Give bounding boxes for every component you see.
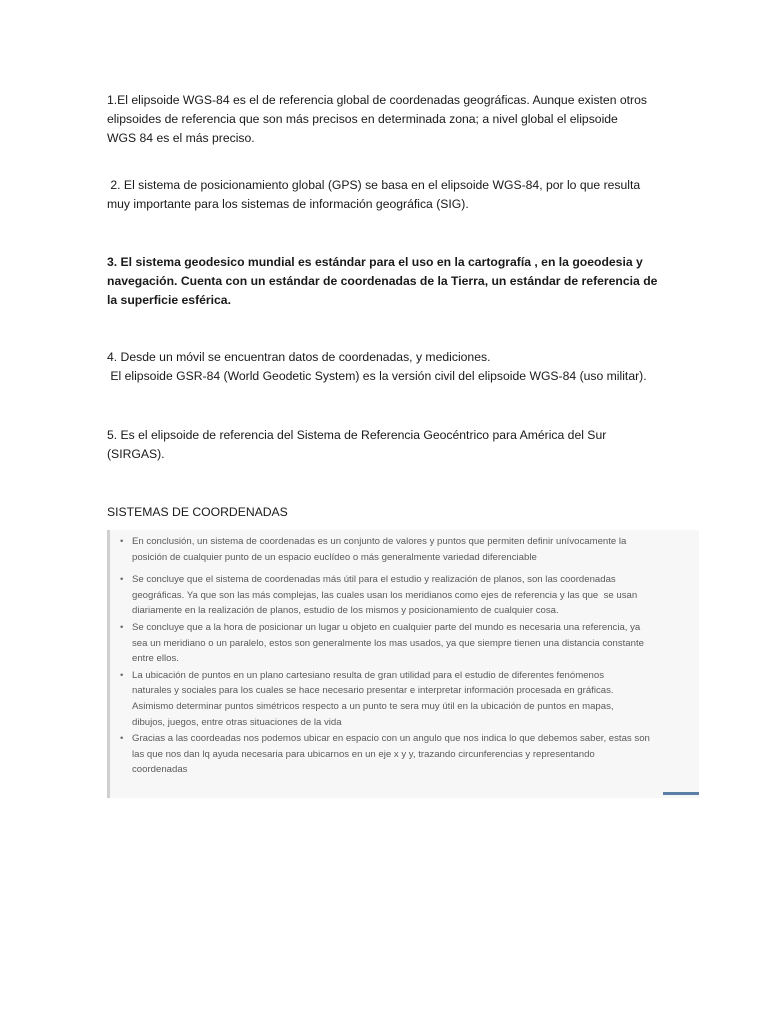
- list-item: [118, 668, 693, 730]
- accent-bar: [663, 792, 699, 795]
- list-item: [118, 572, 693, 619]
- paragraph-3: [107, 253, 667, 310]
- bullet-icon: •: [120, 621, 124, 633]
- list-item-line: sea un meridiano o un paralelo, estos son generalmente los mas usados, ya que siempre tienen una distancia constante: [132, 637, 644, 649]
- list-item-line: diariamente en la realización de planos, estudio de los mismos y posicionamiento de cualquier cosa.: [132, 605, 559, 617]
- paragraph-5-line-1: 5. Es el elipsoide de referencia del Sistema de Referencia Geocéntrico para América del Sur: [107, 428, 607, 442]
- list-item-line: Gracias a las coordeadas nos podemos ubicar en espacio con un angulo que nos indica lo que debemos saber, estas son: [132, 733, 650, 745]
- list-item: [118, 731, 693, 778]
- paragraph-5: [107, 426, 667, 464]
- list-item-line: Asimismo determinar puntos simétricos respecto a un punto te sera muy útil en la ubicación de puntos en mapas,: [132, 700, 614, 712]
- list-item-line: dibujos, juegos, entre otras situaciones de la vida: [132, 716, 342, 728]
- list-item-line: La ubicación de puntos en un plano cartesiano resulta de gran utilidad para el estudio de diferentes fenómenos: [132, 669, 605, 681]
- paragraph-2: [107, 176, 667, 214]
- embedded-screenshot: [107, 530, 699, 798]
- list-item-line: Se concluye que a la hora de posicionar un lugar u objeto en cualquier parte del mundo es necesaria una referencia, ya: [132, 621, 641, 633]
- paragraph-3-line-1: 3. El sistema geodesico mundial es estándar para el uso en la cartografía , en la goeodesia y: [107, 255, 643, 269]
- list-item-line: En conclusión, un sistema de coordenadas es un conjunto de valores y puntos que permiten definir unívocamente la: [132, 536, 627, 547]
- paragraph-4-line-2: El elipsoide GSR-84 (World Geodetic System) es la versión civil del elipsoide WGS-84 (uso militar).: [107, 369, 647, 383]
- list-item-line: geográficas. Ya que son las más complejas, las cuales usan los meridianos como ejes de referencia y las que se usan: [132, 589, 638, 601]
- paragraph-3-line-2: navegación. Cuenta con un estándar de coordenadas de la Tierra, un estándar de referencia de: [107, 274, 658, 288]
- list-item-line: entre ellos.: [132, 653, 179, 665]
- bullet-icon: •: [120, 669, 124, 681]
- bullet-icon: •: [120, 733, 124, 745]
- list-item-line: Se concluye que el sistema de coordenadas más útil para el estudio y realización de planos, son las coordenadas: [132, 574, 616, 586]
- bullet-icon: •: [120, 536, 124, 547]
- list-item: [118, 534, 693, 565]
- bullet-icon: •: [120, 574, 124, 586]
- list-item-line: naturales y sociales para los cuales se hace necesario presentar e interpretar información procesada en gráficas.: [132, 685, 614, 697]
- paragraph-1-line-2: elipsoides de referencia que son más precisos en determinada zona; a nivel global el elipsoide: [107, 112, 618, 126]
- list-item-line: posición de cualquier punto de un espacio euclídeo o más generalmente variedad diferenciable: [132, 551, 537, 563]
- paragraph-2-line-1: 2. El sistema de posicionamiento global (GPS) se basa en el elipsoide WGS-84, por lo que resulta: [107, 178, 641, 192]
- paragraph-4: [107, 348, 667, 386]
- list-item-line: las que nos dan lq ayuda necesaria para ubicarnos en un eje x y y, trazando circunferencias y representando: [132, 748, 595, 760]
- paragraph-1: [107, 91, 667, 148]
- list-item-line: coordenadas: [132, 764, 188, 776]
- paragraph-3-line-3: la superficie esférica.: [107, 293, 231, 307]
- list-item: [118, 620, 693, 667]
- paragraph-2-line-2: muy importante para los sistemas de información geográfica (SIG).: [107, 197, 469, 211]
- paragraph-5-line-2: (SIRGAS).: [107, 447, 165, 461]
- paragraph-1-line-1: 1.El elipsoide WGS-84 es el de referencia global de coordenadas geográficas. Aunque existen otros: [107, 93, 647, 107]
- paragraph-1-line-3: WGS 84 es el más preciso.: [107, 131, 255, 145]
- section-heading: SISTEMAS DE COORDENADAS: [107, 505, 288, 519]
- conclusions-list: [110, 530, 699, 778]
- paragraph-4-line-1: 4. Desde un móvil se encuentran datos de coordenadas, y mediciones.: [107, 350, 491, 364]
